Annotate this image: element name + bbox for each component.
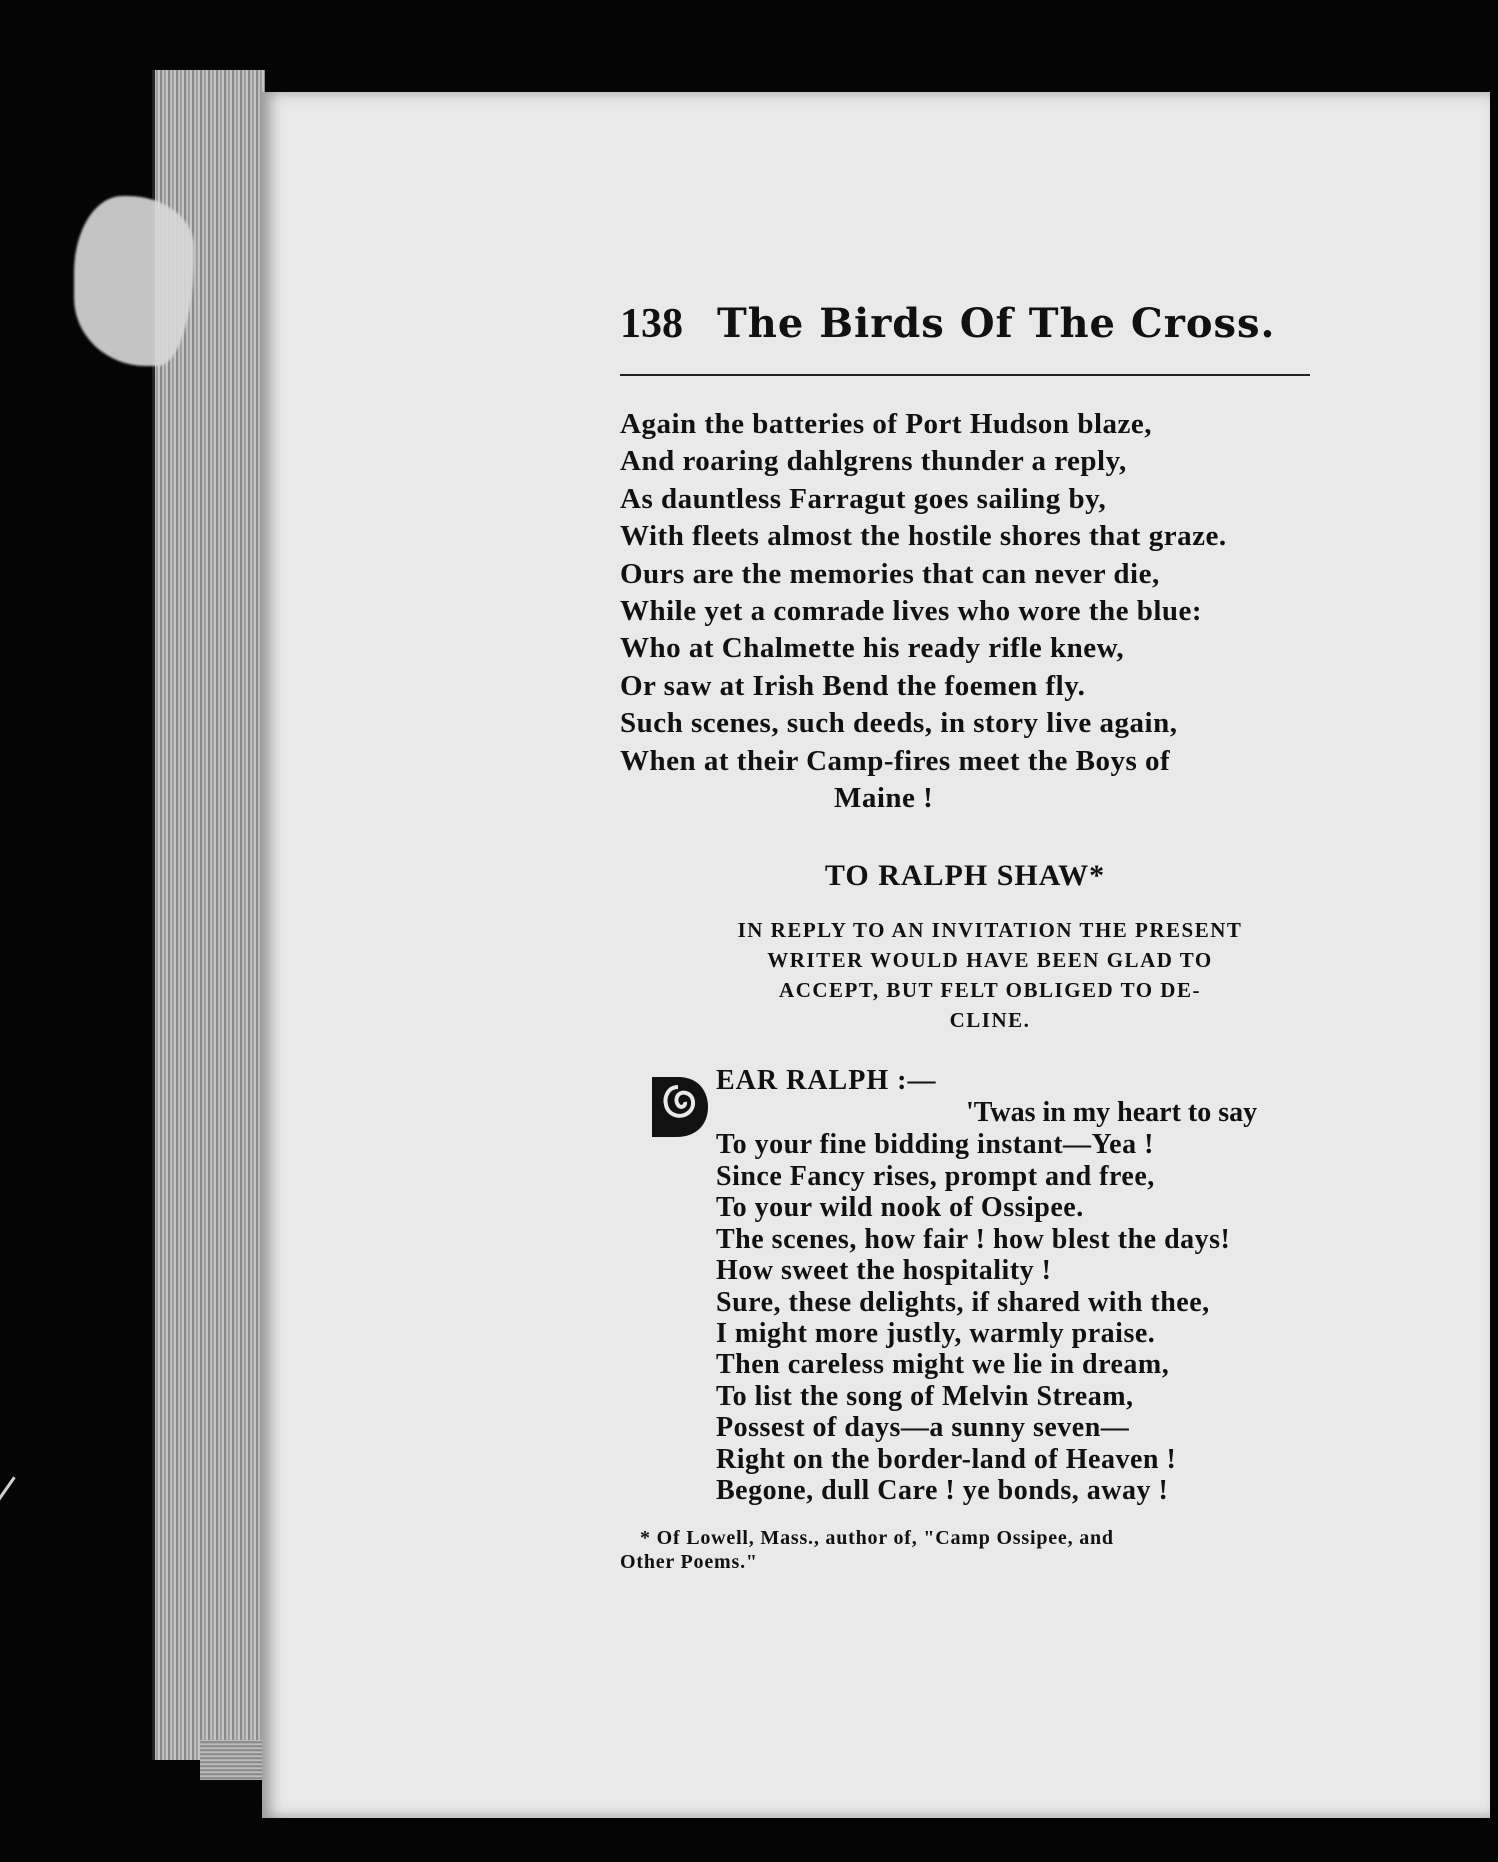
verse-line: While yet a comrade lives who wore the blue: — [620, 595, 1203, 628]
verse-line-continuation: Maine ! — [834, 782, 934, 815]
verse-line: I might more justly, warmly praise. — [716, 1317, 1156, 1349]
verse-line: To your fine bidding instant—Yea ! — [716, 1129, 1154, 1161]
verse-line: Right on the border-land of Heaven ! — [716, 1443, 1177, 1475]
verse-line: Begone, dull Care ! ye bonds, away ! — [716, 1474, 1169, 1506]
verse-line: Who at Chalmette his ready rifle knew, — [620, 632, 1125, 665]
verse-line: Or saw at Irish Bend the foemen fly. — [620, 669, 1086, 702]
verse-line: Sure, these delights, if shared with thee, — [716, 1286, 1210, 1318]
footnote-line: Other Poems." — [620, 1551, 758, 1574]
subtitle-line: WRITER WOULD HAVE BEEN GLAD TO — [767, 948, 1213, 973]
subtitle-line: IN REPLY TO AN INVITATION THE PRESENT — [737, 918, 1243, 943]
running-title: The Birds Of The Cross. — [717, 300, 1276, 347]
letter-poem — [620, 1065, 1360, 1506]
page-number: 138 — [620, 301, 683, 347]
verse-line: Possest of days—a sunny seven— — [716, 1412, 1130, 1444]
footnote-line: * Of Lowell, Mass., author of, "Camp Ossipee, and — [640, 1527, 1114, 1550]
salutation: EAR RALPH :— — [716, 1065, 937, 1097]
running-head — [620, 300, 1360, 348]
text-area — [620, 300, 1360, 1574]
verse-line: When at their Camp-fires meet the Boys of — [620, 744, 1171, 777]
verse-line: As dauntless Farragut goes sailing by, — [620, 482, 1107, 515]
verse-line: Such scenes, such deeds, in story live again, — [620, 707, 1178, 740]
subtitle-line: ACCEPT, BUT FELT OBLIGED TO DE- — [779, 978, 1201, 1003]
stanza — [620, 406, 1360, 817]
subtitle-line: CLINE. — [949, 1008, 1031, 1033]
verse-line: Again the batteries of Port Hudson blaze, — [620, 408, 1152, 440]
verse-line: How sweet the hospitality ! — [716, 1255, 1052, 1287]
poem-subtitle — [645, 915, 1335, 1035]
torn-paper-fragment — [74, 196, 194, 366]
poem-title: TO RALPH SHAW* — [824, 859, 1106, 893]
head-rule — [620, 374, 1310, 376]
first-verse-line: 'Twas in my heart to say — [966, 1097, 1258, 1129]
verse-line: To list the song of Melvin Stream, — [716, 1380, 1134, 1412]
verse-line: Then careless might we lie in dream, — [716, 1349, 1170, 1381]
verse-line: And roaring dahlgrens thunder a reply, — [620, 445, 1127, 478]
verse-line: Ours are the memories that can never die, — [620, 557, 1160, 590]
verse-line: To your wild nook of Ossipee. — [716, 1192, 1084, 1224]
drop-cap-d-icon — [648, 1073, 712, 1141]
verse-line: Since Fancy rises, prompt and free, — [716, 1160, 1155, 1192]
verse-line: With fleets almost the hostile shores that graze. — [620, 520, 1227, 553]
verse-line: The scenes, how fair ! how blest the days! — [716, 1223, 1231, 1255]
scratch-mark — [0, 1476, 16, 1543]
footnote — [620, 1526, 1330, 1574]
